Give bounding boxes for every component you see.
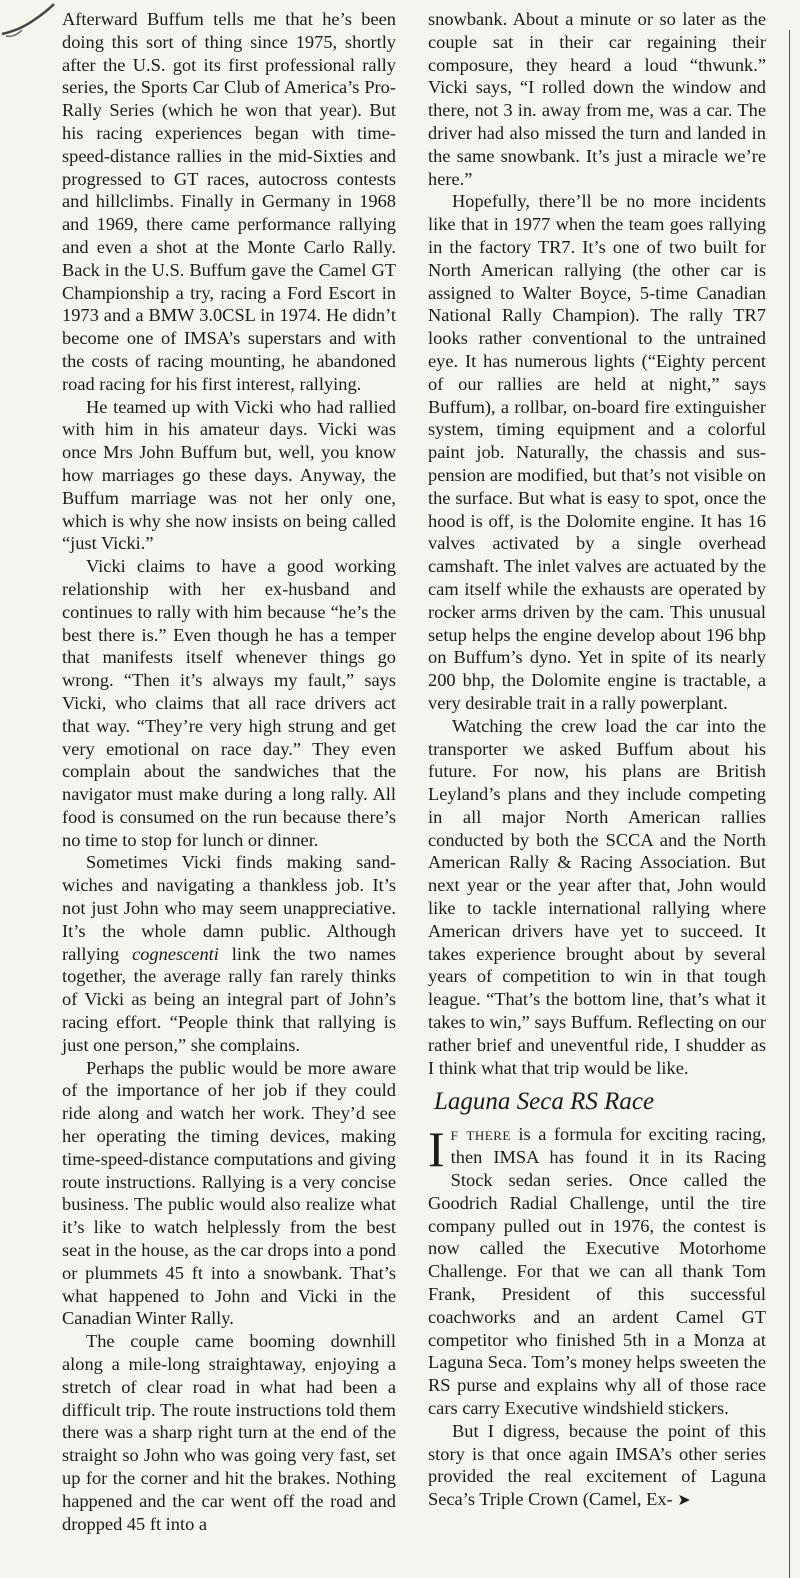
section-lead: [428, 1123, 766, 1419]
small-caps-lead: f there: [450, 1124, 511, 1145]
paragraph: [428, 1420, 766, 1512]
left-column: [62, 8, 396, 1535]
paragraph-text: But I digress, because the point of this story is that once again IMSA’s other series provided the real excitement of Laguna Seca’s Triple Crown (Camel, Ex-: [428, 1420, 766, 1510]
paragraph: Afterward Buffum tells me that he’s been doing this sort of thing since 1975, shortly after the U.S. got its first professional rally series, the Sports Car Club of America’s Pro-Rally Series (which he won that year). But his racing experiences began with time-speed-distance rallies in the mid-Sixties and progressed to GT races, autocross contests and hillclimbs. Finally in Germany in 1968 and 1969, there came performance rallying and even a shot at the Monte Carlo Rally. Back in the U.S. Buffum gave the Camel GT Championship a try, racing a Ford Escort in 1973 and a BMW 3.0CSL in 1974. He didn’t become one of IMSA’s superstars and with the costs of racing mounting, he abandoned road racing for his first interest, rallying.: [62, 9, 396, 394]
drop-cap: I: [428, 1121, 445, 1178]
paragraph: Watching the crew load the car into the transporter we asked Buffum about his future. For now, his plans are British Leyland’s plans and they include competing in all major North American rallies conducted by both the SCCA and the North American Rally & Racing Association. But next year or the year after that, John would like to tackle international rallying where American drivers have yet to succeed. It takes experience brought about by several years of competition to win in that tough league. “That’s the bottom line, that’s what it takes to win,” says Buffum. Reflecting on our rather brief and uneventful ride, I shudder as I think what that trip would be like.: [428, 715, 766, 1078]
continue-arrow-icon: ➤: [677, 1490, 691, 1510]
paragraph: snowbank. About a minute or so later as the couple sat in their car regaining their composure, they heard a loud “thwunk.” Vicki says, “I rolled down the window and there, not 3 in. away from me, was a car. The driver had also missed the turn and landed in the same snowbank. It’s just a miracle we’re here.”: [428, 9, 766, 189]
paragraph: Perhaps the public would be more aware of the importance of her job if they could ride along and watch her work. They’d see her operating the timing devices, making time-speed-distance computations and giving route instructions. Rallying is a very concise business. The public would also realize what it’s like to watch helplessly from the best seat in the house, as the car drops into a pond or plummets 45 ft into a snowbank. That’s what happened to John and Vicki in the Canadian Winter Rally.: [62, 1057, 396, 1329]
column-rule: [789, 30, 790, 1578]
paragraph-text: Sometimes Vicki finds making sandwiches and navigating a thankless job. It’s not just John who may seem unappreciative. It’s the whole damn public. Although rallying: [62, 852, 396, 964]
paragraph-text: is a formula for exciting racing, then IMSA has found it in its Racing Stock sedan series. Once called the Goodrich Radial Challenge, until the tire company pulled out in 1976, the contest is now called the Executive Motorhome Challenge. For that we can all thank Tom Frank, President of this successful coachworks and an ardent Camel GT competitor who finished 5th in a Monza at Laguna Seca. Tom’s money helps sweeten the RS purse and explains why all of those race cars carry Executive windshield stickers.: [428, 1124, 766, 1419]
paragraph: Vicki claims to have a good working relationship with her ex-husband and continues to rally with him because “he’s the best there is.” Even though he has a temper that manifests itself whenever things go wrong. “Then it’s always my fault,” says Vicki, who claims that all race drivers act that way. “They’re very high strung and get very emotional on race day.” They even complain about the sandwiches that the navigator must make during a long rally. All food is consumed on the run because there’s no time to stop for lunch or dinner.: [62, 556, 396, 850]
paragraph: [62, 851, 396, 1056]
corner-pen-mark: [0, 0, 64, 40]
paragraph: Hopefully, there’ll be no more incidents like that in 1977 when the team goes rallying in the factory TR7. It’s one of two built for North American rallying (the other car is assigned to Walter Boyce, 5-time Canadian National Rally Champion). The rally TR7 looks rather conventional to the untrained eye. It has numerous lights (“Eighty percent of our rallies are held at night,” says Buffum), a rollbar, on-board fire extinguisher system, timing equipment and a colorful paint job. Naturally, the chassis and suspension are modified, but that’s not visible on the surface. But what is easy to spot, once the hood is off, is the Dolomite engine. It has 16 valves activated by a single overhead camshaft. The inlet valves are actuated by the cam itself while the exhausts are operated by rocker arms driven by the cam. This unusual setup helps the engine develop about 196 bhp on Buffum’s dyno. Yet in spite of its nearly 200 bhp, the Dolomite engine is tractable, a very desirable trait in a rally powerplant.: [428, 191, 766, 713]
paragraph: The couple came booming downhill along a mile-long straightaway, enjoying a stretch of clear road in what had been a difficult trip. The route instructions told them there was a sharp right turn at the end of the straight so John who was going very fast, set up for the corner and hit the brakes. Nothing happened and the car went off the road and dropped 45 ft into a: [62, 1331, 396, 1534]
section-heading: Laguna Seca RS Race: [434, 1088, 655, 1116]
paragraph: He teamed up with Vicki who had rallied with him in his amateur days. Vicki was once Mrs John Buffum but, well, you know how marriages go these days. Anyway, the Buffum marriage was not her only one, which is why she now insists on being called “just Vicki.”: [62, 396, 396, 554]
right-column: [428, 8, 766, 1512]
paragraph: [428, 1123, 766, 1419]
italic-word: cognescenti: [132, 943, 219, 964]
paragraph-text: link the two names together, the average rally fan rarely thinks of Vicki as being an integral part of John’s racing effort. “People think that rallying is just one person,” she complains.: [62, 943, 396, 1055]
